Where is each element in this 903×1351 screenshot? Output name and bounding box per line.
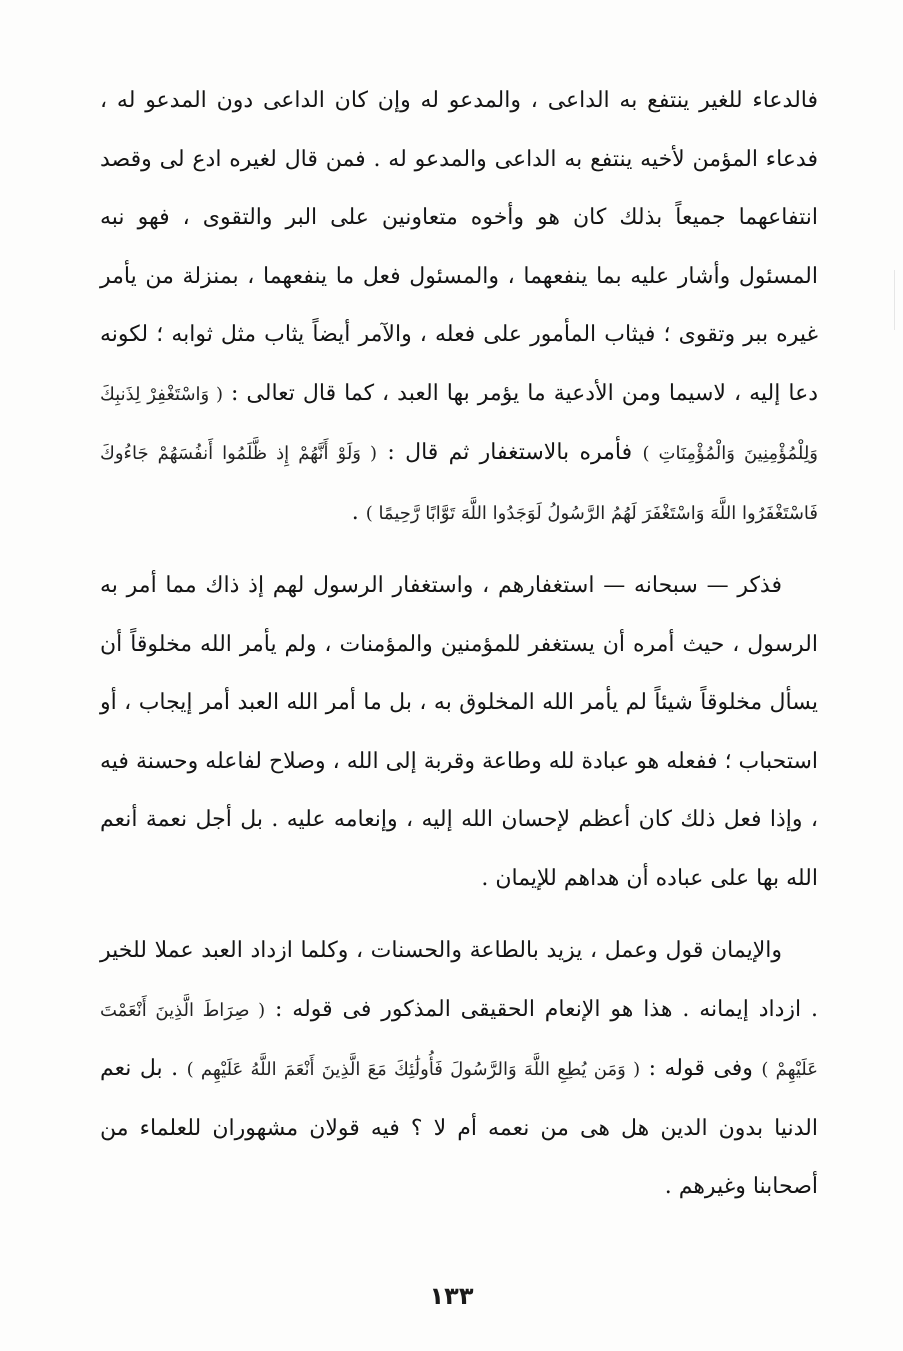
paragraph-3	[100, 922, 818, 1217]
paragraph-1	[100, 72, 818, 543]
paragraph-3-text-1: والإيمان قول وعمل ، يزيد بالطاعة والحسنات ، وكلما ازداد العبد عملا للخير . ازداد إيمانه . هذا هو الإنعام الحقيقى المذكور فى قوله :	[100, 938, 818, 1022]
paragraph-3-text-2: وفى قوله :	[640, 1056, 762, 1081]
paragraph-1-text-3: .	[351, 499, 366, 525]
body-text	[100, 72, 818, 1217]
paragraph-3-text-3: . بل نعم الدنيا بدون الدين هل هى من نعمه أم لا ؟ فيه قولان مشهوران للعلماء من أصحابنا وغيرهم .	[100, 1056, 818, 1199]
paragraph-2	[100, 557, 818, 908]
quran-verse-3: ( صِرَاطَ الَّذِينَ أَنْعَمْتَ عَلَيْهِمْ )	[100, 999, 818, 1080]
paragraph-1-text-2: فأمره بالاستغفار ثم قال :	[377, 440, 643, 465]
quran-verse-1: ( وَاسْتَغْفِرْ لِذَنبِكَ وَلِلْمُؤْمِنِينَ وَالْمُؤْمِنَاتِ )	[100, 383, 818, 464]
page-edge-mark	[894, 270, 895, 330]
paragraph-2-text-1: فذكر — سبحانه — استغفارهم ، واستغفار الرسول لهم إذ ذاك مما أمر به الرسول ، حيث أمره أن يستغفر للمؤمنين والمؤمنات ، ولم يأمر الله مخلوقاً أن يسأل مخلوقاً شيئاً لم يأمر الله المخلوق به ، بل ما أمر الله العبد أمر إيجاب ، أو استحباب ؛ ففعله هو عبادة لله وطاعة وقربة إلى الله ، وصلاح لفاعله وحسنة فيه ، وإذا فعل ذلك كان أعظم لإحسان الله إليه ، وإنعامه عليه . بل أجل نعمة أنعم الله بها على عباده أن هداهم للإيمان .	[100, 573, 818, 891]
quran-verse-2: ( وَلَوْ أَنَّهُمْ إِذ ظَّلَمُوا أَنفُسَهُمْ جَاءُوكَ فَاسْتَغْفَرُوا اللَّهَ وَاسْتَغْفَرَ لَهُمُ الرَّسُولُ لَوَجَدُوا اللَّهَ تَوَّابًا رَّحِيمًا )	[100, 443, 818, 524]
quran-verse-4: ( وَمَن يُطِعِ اللَّهَ وَالرَّسُولَ فَأُولَٰئِكَ مَعَ الَّذِينَ أَنْعَمَ اللَّهُ عَلَيْهِم )	[186, 1059, 641, 1080]
paragraph-1-text-1: فالدعاء للغير ينتفع به الداعى ، والمدعو له وإن كان الداعى دون المدعو له ، فدعاء المؤمن لأخيه ينتفع به الداعى والمدعو له . فمن قال لغيره ادع لى وقصد انتفاعهما جميعاً بذلك كان هو وأخوه متعاونين على البر والتقوى ، فهو نبه المسئول وأشار عليه بما ينفعهما ، والمسئول فعل ما ينفعهما ، بمنزلة من يأمر غيره ببر وتقوى ؛ فيثاب المأمور على فعله ، والآمر أيضاً يثاب مثل ثوابه ؛ لكونه دعا إليه ، لاسيما ومن الأدعية ما يؤمر بها العبد ، كما قال تعالى :	[100, 88, 818, 406]
page-number: ١٣٣	[429, 1282, 474, 1310]
